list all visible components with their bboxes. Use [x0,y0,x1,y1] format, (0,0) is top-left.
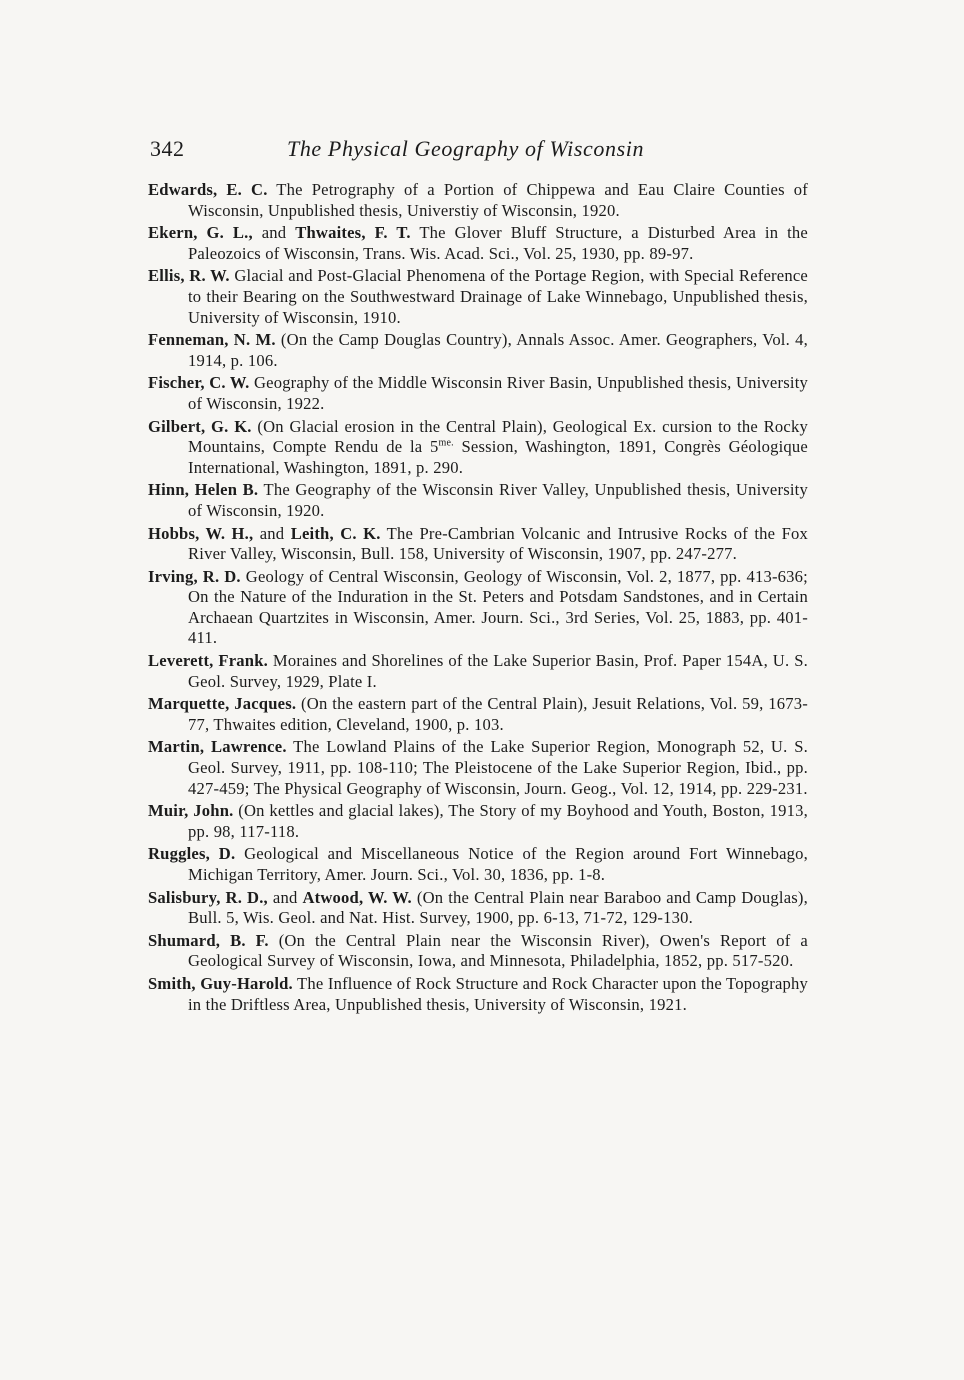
bibliography-entry-muir [148,801,808,842]
entry-author: Martin, Lawrence. [148,737,287,757]
bibliography-entry-gilbert [148,417,808,479]
page-header [150,136,810,168]
entry-author: Hinn, Helen B. [148,480,259,500]
bibliography-entry-edwards [148,180,808,221]
entry-text: The Pre-Cambrian Volcanic and Intrusive Rocks of the Fox River Valley, Wisconsin, Bull. 158, University of Wisconsin, 1907, pp. 247-277. [188,523,808,564]
entry-author: Fischer, C. W. [148,373,250,393]
running-title: The Physical Geography of Wisconsin [287,136,645,161]
entry-text: Moraines and Shorelines of the Lake Superior Basin, Prof. Paper 154A, U. S. Geol. Survey, 1929, Plate I. [188,651,808,691]
bibliography-entry-shumard [148,931,808,972]
entry-author: Marquette, Jacques. [148,694,297,714]
entry-text: (On the Central Plain near Baraboo and Camp Douglas), Bull. 5, Wis. Geol. and Nat. Hist. Survey, 1900, pp. 6-13, 71-72, 129-130. [188,887,809,928]
entry-text: (On Glacial erosion in the Central Plain), Geological Ex. cursion to the Rocky Mountains, Compte Rendu de la 5 [188,416,808,457]
entry-text: (On kettles and glacial lakes), The Story of my Boyhood and Youth, Boston, 1913, pp. 98, 117-118. [188,801,808,841]
entry-author: Muir, John. [148,801,234,821]
entry-author: Ruggles, D. [148,844,236,864]
entry-text: The Geography of the Wisconsin River Valley, Unpublished thesis, University of Wisconsin, 1920. [188,480,808,520]
entry-superscript: me. [438,437,454,449]
bibliography-entry-salisbury [148,888,808,929]
entry-connector: and [253,523,291,543]
entry-author: Irving, R. D. [148,566,241,586]
entry-connector: and [252,223,296,243]
bibliography-entry-hobbs [148,524,808,565]
entry-text: (On the eastern part of the Central Plain), Jesuit Relations, Vol. 59, 1673-77, Thwaites edition, Cleveland, 1900, p. 103. [188,694,808,734]
entry-author: Ellis, R. W. [148,266,230,286]
entry-author: Ekern, G. L., [148,223,253,243]
entry-text: Geography of the Middle Wisconsin River Basin, Unpublished thesis, University of Wisconsin, 1922. [188,373,808,413]
entry-coauthor: Atwood, W. W. [302,887,412,907]
entry-author: Gilbert, G. K. [148,416,252,436]
entry-text: The Petrography of a Portion of Chippewa and Eau Claire Counties of Wisconsin, Unpublished thesis, Universtiy of Wisconsin, 1920. [188,180,808,220]
entry-coauthor: Leith, C. K. [290,523,381,543]
bibliography-entry-ekern [148,223,808,264]
entry-author: Salisbury, R. D., [148,887,268,907]
bibliography-entry-ruggles [148,844,808,885]
entry-text: Geological and Miscellaneous Notice of the Region around Fort Winnebago, Michigan Territory, Amer. Journ. Sci., Vol. 30, 1836, pp. 1-8. [188,844,808,884]
entry-text: (On the Central Plain near the Wisconsin River), Owen's Report of a Geological Survey of Wisconsin, Iowa, and Minnesota, Philadelphia, 1852, pp. 517-520. [188,930,808,971]
entry-text: (On the Camp Douglas Country), Annals Assoc. Amer. Geographers, Vol. 4, 1914, p. 106. [188,330,808,370]
entry-author: Smith, Guy-Harold. [148,973,293,993]
bibliography-entry-fischer [148,373,808,414]
bibliography-entry-ellis [148,266,808,328]
entry-author: Leverett, Frank. [148,651,268,671]
bibliography-entry-smith [148,974,808,1015]
entry-text: The Glover Bluff Structure, a Disturbed Area in the Paleozoics of Wisconsin, Trans. Wis. Acad. Sci., Vol. 25, 1930, pp. 89-97. [188,223,808,263]
bibliography-entry-irving [148,567,808,649]
entry-author: Edwards, E. C. [148,180,268,199]
entry-coauthor: Thwaites, F. T. [295,223,411,243]
bibliography-entry-hinn [148,480,808,521]
entry-author: Fenneman, N. M. [148,330,276,350]
entry-text: Geology of Central Wisconsin, Geology of Wisconsin, Vol. 2, 1877, pp. 413-636; On the Nature of the Induration in the St. Peters and Potsdam Sandstones, and in Certain Archaean Quartzites in Wisconsin, Amer. Journ. Sci., 3rd Series, Vol. 25, 1883, pp. 401-411. [188,566,808,648]
entry-text: Glacial and Post-Glacial Phenomena of the Portage Region, with Special Reference to their Bearing on the Southwestward Drainage of Lake Winnebago, Unpublished thesis, University of Wisconsin, 1910. [188,266,808,327]
entry-text-continued: Session, Washington, 1891, Congrès Géologique International, Washington, 1891, p. 290. [188,437,808,477]
bibliography-list [148,180,808,1017]
bibliography-entry-leverett [148,651,808,692]
entry-text: The Influence of Rock Structure and Rock Character upon the Topography in the Driftless Area, Unpublished thesis, University of Wisconsin, 1921. [188,973,808,1014]
entry-author: Shumard, B. F. [148,930,269,950]
entry-text: The Lowland Plains of the Lake Superior Region, Monograph 52, U. S. Geol. Survey, 1911, pp. 108-110; The Pleistocene of the Lake Superior Region, Ibid., pp. 427-459; The Physical Geography of Wisconsin, Journ. Geog., Vol. 12, 1914, pp. 229-231. [188,737,808,798]
bibliography-entry-martin [148,737,808,799]
entry-author: Hobbs, W. H., [148,523,254,543]
page-number: 342 [150,136,185,161]
entry-connector: and [267,887,303,907]
bibliography-entry-fenneman [148,330,808,371]
bibliography-entry-marquette [148,694,808,735]
